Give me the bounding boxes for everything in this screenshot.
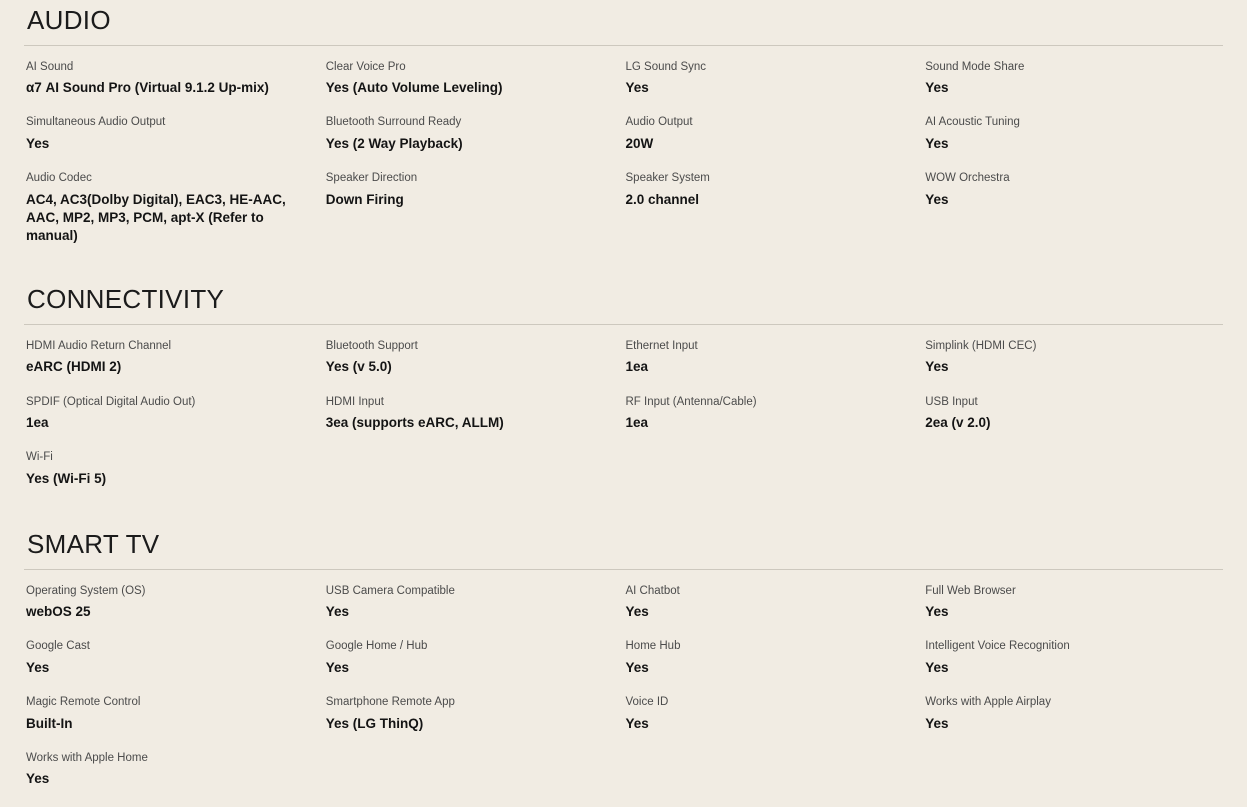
spec-item xyxy=(923,339,1223,395)
spec-item xyxy=(24,639,324,695)
spec-label: USB Input xyxy=(925,395,978,408)
spec-value: Yes xyxy=(925,715,949,731)
spec-item xyxy=(923,115,1223,171)
spec-item xyxy=(624,171,924,263)
spec-item xyxy=(923,695,1223,751)
spec-value: Yes xyxy=(625,659,649,675)
spec-item xyxy=(624,60,924,116)
section-audio xyxy=(24,0,1223,263)
spec-item xyxy=(324,695,624,751)
spec-label: AI Sound xyxy=(26,60,74,73)
spec-label: Sound Mode Share xyxy=(925,60,1025,73)
section-spacer xyxy=(24,506,1223,524)
section-smart-tv xyxy=(24,524,1223,807)
spec-value: 2.0 channel xyxy=(625,191,700,207)
spec-value: 1ea xyxy=(625,359,649,375)
spec-value: Yes xyxy=(925,135,949,151)
spec-item-empty xyxy=(923,450,1223,506)
spec-grid-audio xyxy=(24,46,1223,264)
spec-value: Yes xyxy=(26,659,50,675)
spec-item xyxy=(324,60,624,116)
spec-value: Built-In xyxy=(26,715,73,731)
spec-label: Ethernet Input xyxy=(625,339,698,352)
spec-value: AC4, AC3(Dolby Digital), EAC3, HE-AAC, AAC, MP2, MP3, PCM, apt-X (Refer to manual) xyxy=(26,191,286,244)
spec-item xyxy=(24,695,324,751)
spec-value: 1ea xyxy=(26,415,49,431)
spec-label: Wi-Fi xyxy=(26,451,53,464)
spec-item xyxy=(624,695,924,751)
spec-value: Yes xyxy=(625,715,649,731)
spec-item xyxy=(24,115,324,171)
spec-label: RF Input (Antenna/Cable) xyxy=(625,395,757,408)
spec-item xyxy=(624,115,924,171)
spec-grid-smart-tv xyxy=(24,570,1223,807)
spec-item xyxy=(624,584,924,640)
spec-item xyxy=(624,639,924,695)
spec-item xyxy=(24,751,324,807)
spec-item xyxy=(24,395,324,451)
spec-value: Yes (LG ThinQ) xyxy=(325,715,424,731)
spec-label: HDMI Input xyxy=(325,395,384,408)
spec-label: Voice ID xyxy=(625,696,669,709)
spec-label: Simultaneous Audio Output xyxy=(26,116,166,129)
spec-label: Works with Apple Airplay xyxy=(925,696,1051,709)
section-title-smart-tv: SMART TV xyxy=(27,529,160,560)
spec-label: LG Sound Sync xyxy=(625,60,707,73)
spec-label: Speaker System xyxy=(625,172,710,185)
spec-label: Works with Apple Home xyxy=(26,751,148,764)
spec-item xyxy=(624,339,924,395)
spec-item xyxy=(624,395,924,451)
spec-label: Bluetooth Support xyxy=(325,339,418,352)
spec-value: Yes xyxy=(26,771,50,787)
spec-value: Yes xyxy=(925,80,949,96)
spec-value: Yes (Wi-Fi 5) xyxy=(26,470,107,486)
spec-value: webOS 25 xyxy=(26,604,91,620)
spec-label: Audio Output xyxy=(625,116,693,129)
spec-value: 3ea (supports eARC, ALLM) xyxy=(325,415,504,431)
spec-label: Bluetooth Surround Ready xyxy=(325,116,462,129)
spec-item xyxy=(24,171,324,263)
spec-label: Simplink (HDMI CEC) xyxy=(925,339,1037,352)
spec-label: Audio Codec xyxy=(26,172,92,185)
spec-label: Speaker Direction xyxy=(325,172,418,185)
spec-label: SPDIF (Optical Digital Audio Out) xyxy=(26,395,196,408)
spec-item-empty xyxy=(624,450,924,506)
spec-item xyxy=(324,639,624,695)
spec-label: Full Web Browser xyxy=(925,584,1016,597)
spec-item xyxy=(923,60,1223,116)
spec-label: HDMI Audio Return Channel xyxy=(26,339,172,352)
spec-value: 20W xyxy=(625,135,654,151)
spec-value: Yes xyxy=(625,80,649,96)
spec-label: Clear Voice Pro xyxy=(325,60,406,73)
spec-label: Smartphone Remote App xyxy=(325,696,455,709)
spec-label: Google Home / Hub xyxy=(325,640,428,653)
spec-item xyxy=(923,584,1223,640)
spec-label: AI Chatbot xyxy=(625,584,680,597)
spec-label: WOW Orchestra xyxy=(925,172,1010,185)
spec-value: Yes (Auto Volume Leveling) xyxy=(325,80,503,96)
spec-value: eARC (HDMI 2) xyxy=(26,359,122,375)
spec-value: Yes xyxy=(925,191,949,207)
spec-label: Intelligent Voice Recognition xyxy=(925,640,1070,653)
spec-item xyxy=(24,584,324,640)
spec-item xyxy=(324,171,624,263)
section-title-connectivity: CONNECTIVITY xyxy=(27,284,225,315)
spec-value: Yes xyxy=(625,604,649,620)
spec-value: 2ea (v 2.0) xyxy=(925,415,991,431)
section-spacer xyxy=(24,263,1223,279)
spec-item xyxy=(923,171,1223,263)
spec-item xyxy=(24,450,324,506)
spec-item xyxy=(24,60,324,116)
spec-value: Yes (2 Way Playback) xyxy=(325,135,463,151)
spec-value: Yes xyxy=(325,604,350,620)
spec-label: Operating System (OS) xyxy=(26,584,146,597)
spec-item xyxy=(324,115,624,171)
spec-value: Yes xyxy=(925,659,949,675)
spec-item xyxy=(923,639,1223,695)
spec-label: AI Acoustic Tuning xyxy=(925,116,1020,129)
spec-value: Yes xyxy=(925,604,949,620)
spec-label: Google Cast xyxy=(26,640,90,653)
spec-item xyxy=(324,339,624,395)
spec-grid-connectivity xyxy=(24,325,1223,506)
spec-item xyxy=(324,584,624,640)
spec-value: Down Firing xyxy=(325,191,404,207)
spec-label: USB Camera Compatible xyxy=(325,584,455,597)
spec-item-empty xyxy=(324,450,624,506)
spec-item xyxy=(24,339,324,395)
spec-label: Home Hub xyxy=(625,640,681,653)
section-connectivity xyxy=(24,279,1223,506)
spec-value: 1ea xyxy=(625,415,649,431)
spec-item xyxy=(923,395,1223,451)
spec-value: Yes (v 5.0) xyxy=(325,359,392,375)
spec-label: Magic Remote Control xyxy=(26,696,141,709)
spec-item xyxy=(324,395,624,451)
section-title-audio: AUDIO xyxy=(27,5,111,35)
spec-value: α7 AI Sound Pro (Virtual 9.1.2 Up-mix) xyxy=(26,80,269,96)
spec-value: Yes xyxy=(26,135,50,151)
spec-value: Yes xyxy=(325,659,350,675)
spec-value: Yes xyxy=(925,359,949,375)
